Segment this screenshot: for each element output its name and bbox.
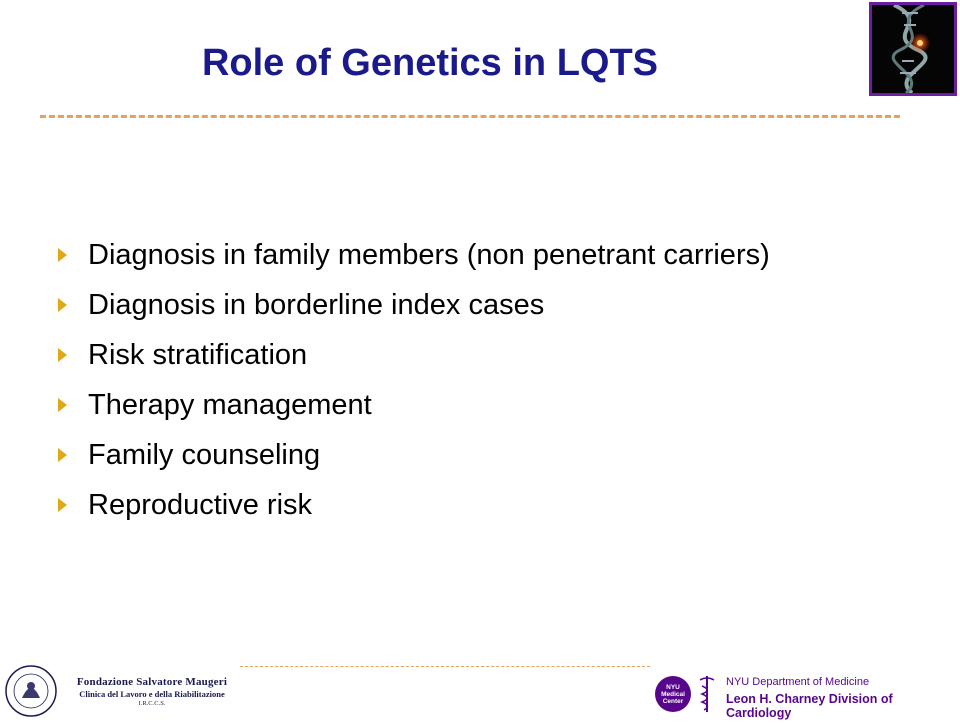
maugeri-wordmark [62, 676, 242, 707]
triangle-right-icon [58, 498, 67, 512]
nyu-badge [655, 676, 691, 712]
bullet-text: Diagnosis in borderline index cases [88, 289, 545, 321]
bullet-text: Reproductive risk [88, 489, 313, 521]
triangle-right-icon [58, 398, 67, 412]
slide-title: Role of Genetics in LQTS [201, 42, 659, 84]
maugeri-subtitle: Clinica del Lavoro e della Riabilitazione [79, 689, 225, 699]
dna-helix-image [869, 2, 957, 96]
nyu-department: NYU Department of Medicine [726, 676, 870, 688]
bullet-text: Therapy management [88, 389, 372, 421]
nyu-division: Leon H. Charney Division of Cardiology [726, 692, 893, 720]
triangle-right-icon [58, 298, 67, 312]
title-divider [40, 115, 900, 118]
triangle-right-icon [58, 448, 67, 462]
nyu-badge-line1: NYU [666, 683, 680, 691]
triangle-right-icon [58, 348, 67, 362]
nyu-badge-line2: Medical [661, 690, 685, 698]
triangle-right-icon [58, 248, 67, 262]
bullet-text: Risk stratification [88, 339, 308, 371]
maugeri-tag: I.R.C.C.S. [138, 700, 166, 707]
bullet-text: Diagnosis in family members (non penetrant carriers) [88, 239, 770, 271]
nyu-badge-line3: Center [662, 697, 684, 705]
maugeri-seal-logo [4, 664, 58, 718]
caduceus-icon [694, 674, 720, 714]
footer-divider [240, 666, 650, 667]
maugeri-name: Fondazione Salvatore Maugeri [76, 676, 228, 688]
bullet-text: Family counseling [88, 439, 321, 471]
